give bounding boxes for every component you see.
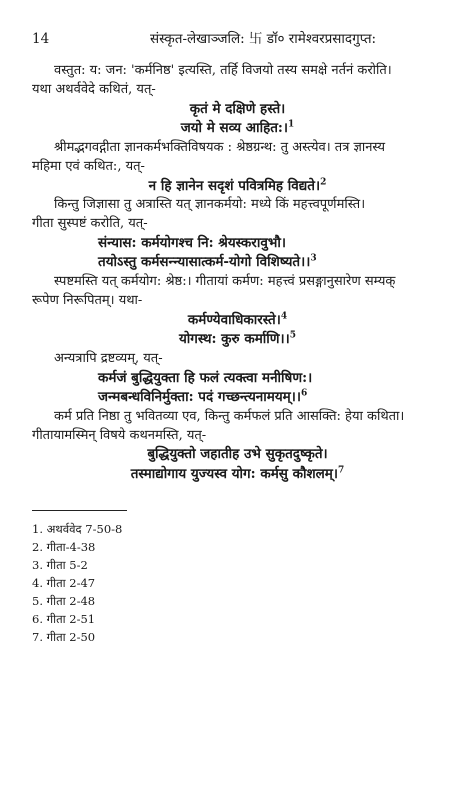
footnote-ref-1: 1 [288, 119, 295, 130]
verse-2-line-1 [32, 177, 443, 197]
verse-3-text: तयोऽस्तु कर्मसन्न्यासात्कर्म-योगो विशिष्यते।। [98, 254, 311, 271]
footnotes [32, 521, 443, 647]
paragraph-6-line-2: गीतायामस्मिन् विषये कथनमस्ति, यत्- [32, 427, 207, 443]
paragraph-5-line-1: अन्यत्रापि द्रष्टव्यम्, यत्- [54, 350, 163, 366]
paragraph-1-line-2: यथा अथर्ववेदे कथितं, यत्- [32, 81, 156, 97]
verse-5-line-2 [32, 388, 443, 408]
verse-6-line-2 [32, 465, 443, 485]
footnote-ref-3: 3 [310, 253, 317, 264]
verse-6-text: तस्माद्योगाय युज्यस्व योग: कर्मसु कौशलम्। [130, 465, 338, 482]
verse-1-text: जयो मे सव्य आहित:। [180, 120, 289, 137]
paragraph-4-line-2: रूपेण निरूपितम्। यथा- [32, 292, 143, 308]
footnote-ref-5: 5 [289, 330, 297, 341]
paragraph-2-line-2: महिमा एवं कथित:, यत्- [32, 158, 145, 174]
footnote-4: 4. गीता 2-47 [32, 576, 96, 591]
verse-4-line-1 [32, 311, 443, 331]
footnote-divider [32, 510, 127, 511]
paragraph-3-line-2: गीता सुस्पष्टं करोति, यत्- [32, 215, 148, 231]
footnote-2: 2. गीता-4-38 [32, 540, 96, 555]
verse-1-line-1: कृतं मे दक्षिणे हस्ते। [189, 100, 286, 117]
paragraph-1-line-1: वस्तुत: य: जन: 'कर्मनिष्ठ' इत्यस्ति, तर्हि विजयो तस्य समक्षे नर्तनं करोति। [54, 63, 392, 78]
verse-5-text: जन्मबन्धविनिर्मुक्ता: पदं गच्छन्त्यनामयम्।। [98, 389, 301, 406]
page-number: 14 [32, 31, 50, 47]
footnote-ref-2: 2 [320, 177, 327, 187]
verse-5-line-1: कर्मजं बुद्धियुक्ता हि फलं त्यक्त्वा मनीषिण:। [98, 369, 313, 386]
footnote-3: 3. गीता 5-2 [32, 558, 88, 573]
verse-2-text: न हि ज्ञानेन सदृशं पवित्रमिह विद्यते। [148, 177, 321, 194]
running-title: संस्कृत-लेखाञ्जलि: 卐 डॉ० रामेश्वरप्रसादगुप्त: [150, 31, 377, 47]
footnote-6: 6. गीता 2-51 [32, 612, 96, 627]
verse-4-line-2 [32, 330, 443, 350]
verse-3-line-2 [32, 253, 443, 273]
footnote-7: 7. गीता 2-50 [32, 630, 96, 645]
verse-1-line-2 [32, 119, 443, 139]
verse-6-line-1: बुद्धियुक्तो जहातीह उभे सुकृतदुष्कृते। [147, 446, 328, 463]
paragraph-2-line-1: श्रीमद्भगवद्गीता ज्ञानकर्मभक्तिविषयक : श्रेष्ठग्रन्थ: तु अस्त्येव। तत्र ज्ञानस्य [54, 139, 386, 155]
paragraph-4-line-1: स्पष्टमस्ति यत् कर्मयोग: श्रेष्ठ:। गीतायां कर्मण: महत्त्वं प्रसङ्गानुसारेण सम्यक् [54, 273, 396, 289]
page-header [32, 30, 443, 56]
footnote-ref-7: 7 [337, 465, 345, 476]
verse-3-line-1: संन्यास: कर्मयोगश्च नि: श्रेयस्करावुभौ। [98, 234, 286, 251]
verse-4-text-a: कर्मण्येवाधिकारस्ते। [187, 311, 281, 328]
paragraph-3-line-1: किन्तु जिज्ञासा तु अत्रास्ति यत् ज्ञानकर्मयो: मध्ये किं महत्त्वपूर्णमस्ति। [54, 197, 366, 213]
footnote-ref-6: 6 [301, 388, 308, 399]
paragraph-6-line-1: कर्म प्रति निष्ठा तु भवितव्या एव, किन्तु कर्मफलं प्रति आसक्ति: हेया कथिता। [54, 408, 405, 424]
footnote-ref-4: 4 [280, 311, 288, 322]
footnote-5: 5. गीता 2-48 [32, 594, 96, 609]
verse-4-text-b: योगस्थ: कुरु कर्माणि।। [178, 331, 290, 348]
footnote-1: 1. अथर्ववेद 7-50-8 [32, 522, 123, 537]
